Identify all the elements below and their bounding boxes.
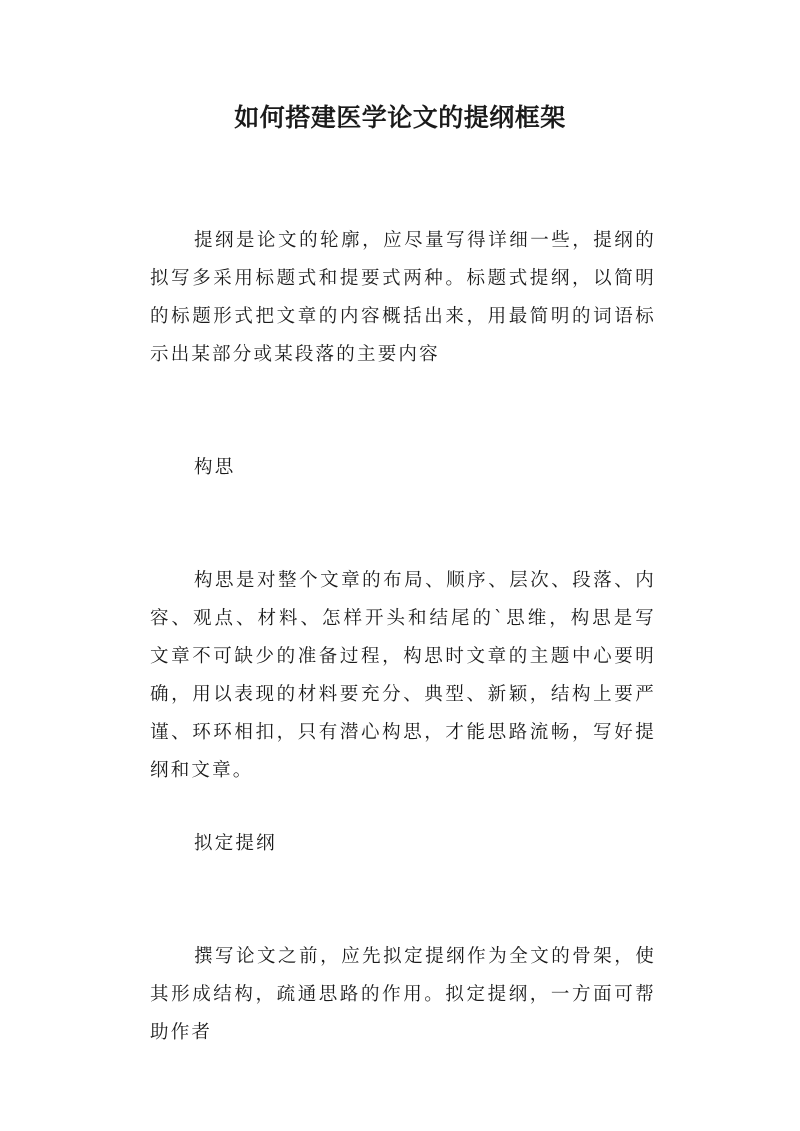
section-heading-conception: 构思: [194, 457, 236, 478]
paragraph-draft-outline: 撰写论文之前，应先拟定提纲作为全文的骨架，使其形成结构，疏通思路的作用。拟定提纲，一方面可帮助作者: [150, 946, 656, 1043]
page-title: 如何搭建医学论文的提纲框架: [234, 103, 566, 132]
paragraph-conception: 构思是对整个文章的布局、顺序、层次、段落、内容、观点、材料、怎样开头和结尾的`思维，构思是写文章不可缺少的准备过程，构思时文章的主题中心要明确，用以表现的材料要充分、典型、新颖，结构上要严谨、环环相扣，只有潜心构思，才能思路流畅，写好提纲和文章。: [150, 570, 656, 781]
section-heading-draft-outline: 拟定提纲: [194, 833, 277, 854]
paragraph-outline-intro: 提纲是论文的轮廓，应尽量写得详细一些，提纲的拟写多采用标题式和提要式两种。标题式提纲，以简明的标题形式把文章的内容概括出来，用最简明的词语标示出某部分或某段落的主要内容: [150, 230, 656, 365]
